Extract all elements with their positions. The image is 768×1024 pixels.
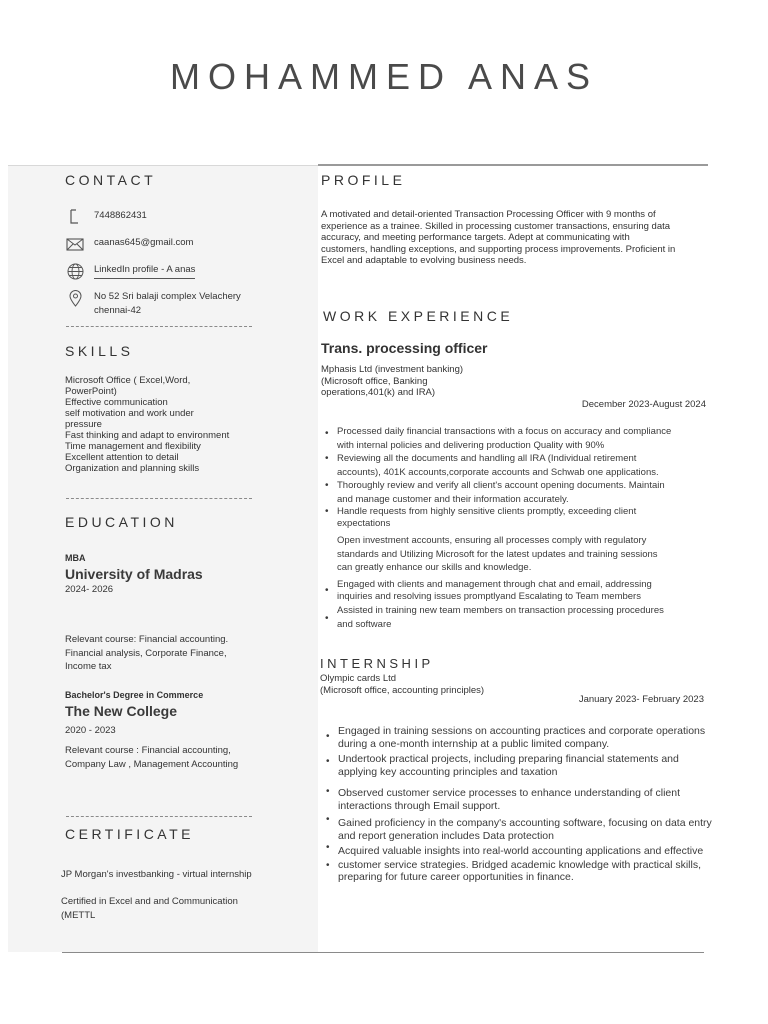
certificate-item-excel [61,895,238,923]
bullet-text: accounts), 401K accounts,corporate accounts and Schwab one applications. [337,466,659,478]
skills-divider [66,498,252,499]
skill-item: Effective communication [65,397,168,408]
bullet-text: applying key accounting principles and taxation [338,766,558,778]
degree-mba: MBA [65,553,86,563]
contact-linkedin-row [65,263,195,279]
bullet-text: and report generation includes Data protection [338,830,554,842]
bullet-text: Engaged with clients and management through chat and email, addressing [337,578,652,590]
skill-item: self motivation and work under [65,408,194,419]
bottom-divider [62,952,704,953]
job-title: Trans. processing officer [321,340,488,356]
course-line: Financial analysis, Corporate Finance, [65,647,227,659]
company-line: Olympic cards Ltd [320,673,397,684]
bullet-text: Handle requests from highly sensitive clients promptly, exceeding client [337,506,637,517]
list-item: • Thoroughly review and verify all client's account opening documents. Maintain and manage customer and their information accurately. [325,480,665,505]
contact-address [94,290,241,318]
education-years-bcom: 2020 - 2023 [65,725,116,736]
certificate-line: Certified in Excel and and Communication [61,896,238,907]
resume-name: MOHAMMED ANAS [169,56,599,97]
skill-item: Excellent attention to detail [65,452,179,463]
bullet-text: and software [337,619,392,630]
bullet-text: Processed daily financial transactions with a focus on accuracy and compliance [337,426,672,437]
phone-icon [65,209,85,225]
contact-divider [66,326,252,327]
bullet-text: Open investment accounts, ensuring all processes comply with regulatory [337,535,647,546]
bullet-text: preparing for future career opportunities in finance. [338,870,574,883]
bullet-text: inquiries and resolving issues promptlyand Escalating to Team members [337,591,641,602]
skills-heading: SKILLS [65,343,134,359]
bullet-text: Thoroughly review and verify all client's account opening documents. Maintain [337,480,665,491]
list-item: • Observed customer service processes to enhance understanding of client interactions through Email support. [326,786,681,812]
bullet-text: Undertook practical projects, including preparing financial statements and [338,753,679,765]
work-experience-heading: WORK EXPERIENCE [323,308,514,324]
location-pin-icon [65,290,85,306]
contact-email[interactable]: caanas645@gmail.com [94,237,194,248]
contact-heading: CONTACT [65,172,157,188]
company-line: Mphasis Ltd (investment banking) [321,364,464,375]
list-item: • customer service strategies. Bridged academic knowledge with practical skills, preparing for future career opportunities in finance. [326,859,701,883]
certificate-item: JP Morgan's investbanking - virtual internship [61,869,252,880]
course-line: Relevant course : Financial accounting, [65,745,231,756]
company-line: (Microsoft office, accounting principles) [320,685,485,696]
list-item: • Handle requests from highly sensitive clients promptly, exceeding client expectations [325,506,637,529]
work-bullets [325,425,725,633]
skill-item: PowerPoint) [65,386,117,397]
course-line: Company Law , Management Accounting [65,758,239,770]
education-divider [66,816,252,817]
education-heading: EDUCATION [65,514,178,530]
list-item: • Engaged in training sessions on accounting practices and corporate operations during a one-month internship at a public limited company. [326,725,706,750]
skill-item: Microsoft Office ( Excel,Word, [65,375,191,386]
certificate-heading: CERTIFICATE [65,826,194,842]
company-line: (Microsoft office, Banking [321,375,428,387]
course-line: Income tax [65,661,112,672]
internship-heading: INTERNSHIP [320,656,434,671]
mail-icon [65,236,85,252]
list-item: • Gained proficiency in the company's accounting software, focusing on data entry and report generation includes Data protection [326,814,712,842]
list-item: • Undertook practical projects, including preparing financial statements and applying key accounting principles and taxation [326,753,679,778]
work-company [321,364,463,399]
address-line-1: No 52 Sri balaji complex Velachery [94,291,241,302]
sidebar-top-divider [8,165,318,166]
bullet-text: Assisted in training new team members on transaction processing procedures [337,604,664,616]
company-line: operations,401(k) and IRA) [321,387,436,398]
list-item: • Reviewing all the documents and handling all IRA (Individual retirement accounts), 401K accounts,corporate accounts and Schwab one applications. [325,453,659,478]
globe-icon [65,263,85,279]
certificate-line: (METTL [61,910,96,921]
bullet-text: Observed customer service processes to enhance understanding of client [338,787,681,799]
list-item [325,534,725,575]
skill-item: Organization and planning skills [65,463,200,474]
profile-summary [321,209,675,267]
profile-heading: PROFILE [321,172,406,188]
bullet-text: Acquired valuable insights into real-world accounting applications and effective [338,845,704,857]
bullet-text: can greatly enhance our skills and knowledge. [337,562,532,573]
school-university-of-madras: University of Madras [65,566,203,582]
degree-bcom: Bachelor's Degree in Commerce [65,690,204,700]
profile-line: A motivated and detail-oriented Transaction Processing Officer with 9 months of [321,209,656,220]
education-years-mba: 2024- 2026 [65,584,114,595]
skill-item: Fast thinking and adapt to environment [65,430,230,441]
internship-dates: January 2023- February 2023 [578,694,704,705]
bullet-text: during a one-month internship at a public limited company. [338,738,610,750]
skills-list [65,375,255,474]
internship-bullets [326,725,746,883]
bullet-text: with internal policies and delivering production Quality with 90% [337,439,605,451]
profile-line: Excel and adaptable to evolving business needs. [321,255,527,266]
bullet-text: customer service strategies. Bridged academic knowledge with practical skills, [338,859,701,871]
list-item: • Acquired valuable insights into real-world accounting applications and effective [326,842,704,857]
bullet-text: interactions through Email support. [338,800,501,812]
contact-phone-row [65,209,147,225]
list-item: • Engaged with clients and management through chat and email, addressing inquiries and resolving issues promptlyand Escalating to Team members [325,578,652,602]
bullet-text: Reviewing all the documents and handling all IRA (Individual retirement [337,453,637,464]
work-dates: December 2023-August 2024 [581,399,706,410]
main-top-divider [318,164,708,166]
bullet-text: expectations [337,517,391,529]
contact-address-row [65,290,241,318]
profile-line: experience as a trainee. Skilled in processing customer transactions, ensuring data [321,220,671,232]
linkedin-link[interactable]: LinkedIn profile - A anas [94,263,195,279]
skill-item: Time management and flexibility [65,441,201,452]
bullet-text: Gained proficiency in the company's accounting software, focusing on data entry [338,817,712,829]
bullet-text: standards and Utilizing Microsoft for the latest updates and training sessions [337,548,658,560]
address-line-2: chennai-42 [94,305,142,316]
list-item: • Assisted in training new team members on transaction processing procedures and software [325,604,664,630]
course-line: Relevant course: Financial accounting. [65,634,229,645]
education-course-bcom [65,744,238,771]
skill-item: pressure [65,419,102,430]
list-item: • Processed daily financial transactions with a focus on accuracy and compliance with internal policies and delivering production Quality with 90% [325,426,672,451]
school-the-new-college: The New College [65,703,178,719]
profile-line: accuracy, and meeting performance targets. Adept at communicating with [321,232,630,243]
profile-line: customers, handling exceptions, and supporting process improvements. Proficient in [321,243,676,255]
bullet-text: and manage customer and their information accurately. [337,493,569,505]
contact-phone: 7448862431 [94,210,147,221]
bullet-text: Engaged in training sessions on accounting practices and corporate operations [338,725,706,737]
internship-company [320,673,484,697]
education-course-mba [65,633,228,674]
contact-email-row [65,236,193,252]
